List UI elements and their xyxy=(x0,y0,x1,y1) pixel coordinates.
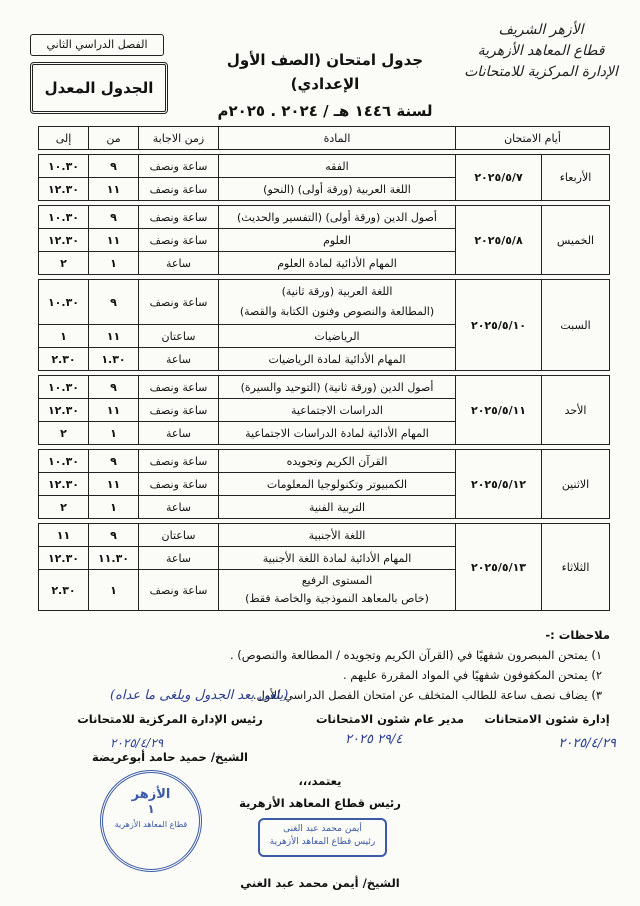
sector-head-name: الشيخ/ أيمن محمد عبد الغني xyxy=(240,876,400,890)
subject-line: المستوى الرفيع xyxy=(301,574,373,587)
to-cell: ١ xyxy=(39,325,89,348)
exam-affairs-signature: ٢٠٢٥/٤/٢٩ xyxy=(558,736,616,751)
subject-cell: اللغة العربية (ورقة أولى) (النحو) xyxy=(219,178,456,201)
subject-line: (المطالعة والنصوص وفنون الكتابة والقصة) xyxy=(239,305,435,318)
subject-cell: المهام الأدائية لمادة اللغة الأجنبية xyxy=(219,547,456,570)
note-item: ٢) يمتحن المكفوفون شفهيًا في المواد المقررة عليهم . xyxy=(342,668,602,682)
date-cell: ٢٠٢٥/٥/١٠ xyxy=(456,280,542,371)
from-cell: ٩ xyxy=(89,155,139,178)
from-cell: ١.٣٠ xyxy=(89,348,139,371)
header-subject: المادة xyxy=(219,127,456,150)
azhar-round-stamp xyxy=(100,770,202,872)
duration-cell: ساعة xyxy=(139,547,219,570)
central-head-name: الشيخ/ حميد حامد أبوعريضة xyxy=(92,750,248,764)
date-cell: ٢٠٢٥/٥/١٢ xyxy=(456,450,542,519)
to-cell: ١٠.٣٠ xyxy=(39,376,89,399)
table-row xyxy=(39,280,610,325)
sector-head-stamp xyxy=(258,818,387,857)
table-row xyxy=(39,376,610,399)
from-cell: ١ xyxy=(89,422,139,445)
duration-cell: ساعة ونصف xyxy=(139,450,219,473)
exam-affairs-label: إدارة شئون الامتحانات xyxy=(484,712,610,726)
day-cell: الأحد xyxy=(542,376,610,445)
from-cell: ٩ xyxy=(89,524,139,547)
duration-cell: ساعة ونصف xyxy=(139,473,219,496)
day-cell: السبت xyxy=(542,280,610,371)
logo-line: الإدارة المركزية للامتحانات xyxy=(464,64,618,80)
stamp-line: رئيس قطاع المعاهد الأزهرية xyxy=(269,837,376,847)
from-cell: ١١ xyxy=(89,229,139,252)
to-cell: ٢ xyxy=(39,496,89,519)
to-cell: ٢.٣٠ xyxy=(39,348,89,371)
date-cell: ٢٠٢٥/٥/٧ xyxy=(456,155,542,201)
subject-cell: الدراسات الاجتماعية xyxy=(219,399,456,422)
duration-cell: ساعة ونصف xyxy=(139,229,219,252)
table-row xyxy=(39,450,610,473)
azhar-logo-text xyxy=(456,20,626,83)
to-cell: ٢ xyxy=(39,252,89,275)
central-head-label: رئيس الإدارة المركزية للامتحانات xyxy=(77,712,263,726)
date-cell: ٢٠٢٥/٥/٨ xyxy=(456,206,542,275)
table-row xyxy=(39,524,610,547)
to-cell: ١٢.٣٠ xyxy=(39,229,89,252)
logo-line: الأزهر الشريف xyxy=(498,22,584,38)
duration-cell: ساعتان xyxy=(139,524,219,547)
day-cell: الخميس xyxy=(542,206,610,275)
from-cell: ١١ xyxy=(89,473,139,496)
general-manager-signature: ٢٩/٤ ٢٠٢٥ xyxy=(345,732,403,747)
to-cell: ١٠.٣٠ xyxy=(39,155,89,178)
subject-cell xyxy=(219,280,456,325)
note-item: ١) يمتحن المبصرون شفهيًا في (القرآن الكريم وتجويده / المطالعة والنصوص) . xyxy=(229,648,602,662)
to-cell: ١٢.٣٠ xyxy=(39,473,89,496)
subject-cell: أصول الدين (ورقة ثانية) (التوحيد والسيرة) xyxy=(219,376,456,399)
duration-cell: ساعة ونصف xyxy=(139,399,219,422)
subject-cell: القرآن الكريم وتجويده xyxy=(219,450,456,473)
stamp-top-text: الأزهر xyxy=(131,787,171,802)
modified-schedule-badge: الجدول المعدل xyxy=(30,62,168,114)
note-item: ٣) يضاف نصف ساعة للطالب المتخلف عن امتحان الفصل الدراسي الأول. xyxy=(252,688,602,702)
table-header-row xyxy=(39,127,610,150)
header-days: أيام الامتحان xyxy=(456,127,610,150)
duration-cell: ساعة ونصف xyxy=(139,570,219,611)
sector-head-label: رئيس قطاع المعاهد الأزهرية xyxy=(239,796,401,810)
to-cell: ٢.٣٠ xyxy=(39,570,89,611)
day-cell: الاثنين xyxy=(542,450,610,519)
duration-cell: ساعة ونصف xyxy=(139,206,219,229)
table-row xyxy=(39,155,610,178)
from-cell: ١١ xyxy=(89,325,139,348)
exam-table xyxy=(38,126,610,611)
header-from: من xyxy=(89,127,139,150)
subject-cell: الكمبيوتر وتكنولوجيا المعلومات xyxy=(219,473,456,496)
academic-year: لسنة ١٤٤٦ هـ / ٢٠٢٤ . ٢٠٢٥م xyxy=(217,102,433,120)
approval-label: يعتمد،،، xyxy=(298,774,342,788)
term-badge: الفصل الدراسي الثاني xyxy=(30,34,164,56)
from-cell: ٩ xyxy=(89,206,139,229)
stamp-line: أيمن محمد عبد الغنى xyxy=(283,824,362,834)
duration-cell: ساعتان xyxy=(139,325,219,348)
date-cell: ٢٠٢٥/٥/١٣ xyxy=(456,524,542,611)
duration-cell: ساعة ونصف xyxy=(139,178,219,201)
handwritten-note: (يلغى بعد الجدول ويلغى ما عداه) xyxy=(110,688,289,703)
subject-line: اللغة العربية (ورقة ثانية) xyxy=(281,285,393,298)
to-cell: ١٢.٣٠ xyxy=(39,399,89,422)
day-cell: الثلاثاء xyxy=(542,524,610,611)
from-cell: ١١ xyxy=(89,399,139,422)
subject-cell: الرياضيات xyxy=(219,325,456,348)
date-cell: ٢٠٢٥/٥/١١ xyxy=(456,376,542,445)
to-cell: ١٢.٣٠ xyxy=(39,178,89,201)
subject-cell: العلوم xyxy=(219,229,456,252)
from-cell: ١ xyxy=(89,496,139,519)
from-cell: ١١ xyxy=(89,178,139,201)
header-duration: زمن الاجابة xyxy=(139,127,219,150)
stamp-mid-text: ١ xyxy=(147,802,155,816)
duration-cell: ساعة xyxy=(139,496,219,519)
day-cell: الأربعاء xyxy=(542,155,610,201)
subject-cell xyxy=(219,570,456,611)
subject-cell: المهام الأدائية لمادة الدراسات الاجتماعية xyxy=(219,422,456,445)
central-head-signature: ٢٠٢٥/٤/٢٩ xyxy=(110,736,164,750)
header-to: إلى xyxy=(39,127,89,150)
to-cell: ٢ xyxy=(39,422,89,445)
logo-line: قطاع المعاهد الأزهرية xyxy=(477,43,605,59)
subject-cell: المهام الأدائية لمادة الرياضيات xyxy=(219,348,456,371)
to-cell: ١٠.٣٠ xyxy=(39,280,89,325)
duration-cell: ساعة ونصف xyxy=(139,155,219,178)
subject-cell: الفقه xyxy=(219,155,456,178)
general-manager-label: مدير عام شئون الامتحانات xyxy=(316,712,464,726)
duration-cell: ساعة ونصف xyxy=(139,280,219,325)
from-cell: ١ xyxy=(89,570,139,611)
title-block xyxy=(200,48,450,126)
from-cell: ١ xyxy=(89,252,139,275)
table-row xyxy=(39,206,610,229)
from-cell: ٩ xyxy=(89,376,139,399)
subject-cell: التربية الفنية xyxy=(219,496,456,519)
duration-cell: ساعة xyxy=(139,348,219,371)
to-cell: ١٠.٣٠ xyxy=(39,450,89,473)
stamp-bottom-text: قطاع المعاهد الأزهرية xyxy=(114,820,188,829)
subject-line: (خاص بالمعاهد النموذجية والخاصة فقط) xyxy=(245,592,429,605)
duration-cell: ساعة xyxy=(139,252,219,275)
duration-cell: ساعة ونصف xyxy=(139,376,219,399)
subject-cell: اللغة الأجنبية xyxy=(219,524,456,547)
subject-cell: أصول الدين (ورقة أولى) (التفسير والحديث) xyxy=(219,206,456,229)
to-cell: ١٠.٣٠ xyxy=(39,206,89,229)
to-cell: ١٢.٣٠ xyxy=(39,547,89,570)
notes-heading: ملاحظات :- xyxy=(545,628,610,642)
from-cell: ١١.٣٠ xyxy=(89,547,139,570)
to-cell: ١١ xyxy=(39,524,89,547)
from-cell: ٩ xyxy=(89,450,139,473)
page-title: جدول امتحان (الصف الأول الإعدادي) xyxy=(226,51,424,93)
subject-cell: المهام الأدائية لمادة العلوم xyxy=(219,252,456,275)
from-cell: ٩ xyxy=(89,280,139,325)
duration-cell: ساعة xyxy=(139,422,219,445)
